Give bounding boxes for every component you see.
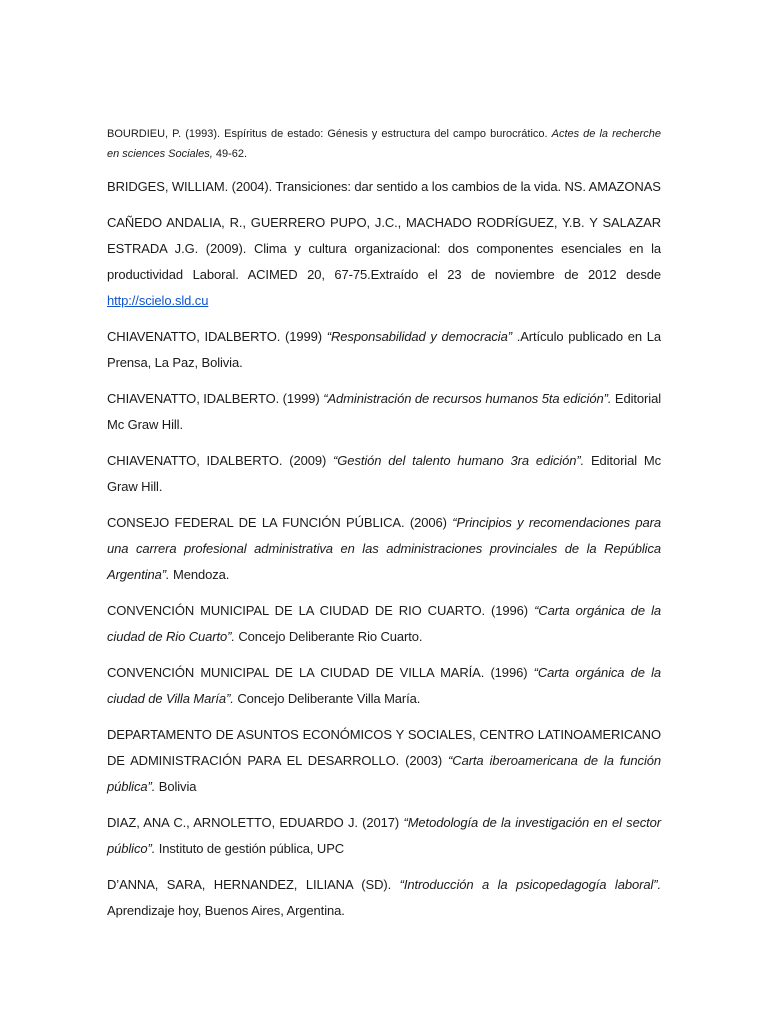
reference-chiavenatto-2009 — [107, 448, 661, 500]
reference-convencion-rio-cuarto — [107, 598, 661, 650]
reference-rest: Concejo Deliberante Villa María. — [233, 691, 421, 706]
reference-departamento — [107, 722, 661, 800]
reference-rest: Instituto de gestión pública, UPC — [155, 841, 345, 856]
reference-text: CAÑEDO ANDALIA, R., GUERRERO PUPO, J.C., MACHADO RODRÍGUEZ, Y.B. Y SALAZAR ESTRADA J.G. (2009). Clima y cultura organizacional: dos componentes esenciales en la productividad Laboral. ACIMED 20, 67-75.Extraído el 23 de noviembre de 2012 desde — [107, 215, 661, 282]
reference-title: “Carta orgánica de la ciudad de Villa María”. — [107, 665, 661, 706]
reference-text: BOURDIEU, P. (1993). Espíritus de estado: Génesis y estructura del campo burocrático. — [107, 128, 552, 140]
reference-title: Actes de la recherche en sciences Sociales, — [107, 128, 661, 160]
reference-rest: Aprendizaje hoy, Buenos Aires, Argentina. — [107, 903, 345, 918]
reference-text: CONSEJO FEDERAL DE LA FUNCIÓN PÚBLICA. (2006) — [107, 515, 453, 530]
bibliography — [107, 124, 661, 934]
reference-rest: 49-62. — [212, 148, 248, 160]
reference-title: “Gestión del talento humano 3ra edición”. — [333, 453, 585, 468]
reference-rest: .Artículo publicado en La Prensa, La Paz, Bolivia. — [107, 329, 662, 370]
reference-text: CONVENCIÓN MUNICIPAL DE LA CIUDAD DE VILLA MARÍA. (1996) — [107, 665, 534, 680]
reference-text: DEPARTAMENTO DE ASUNTOS ECONÓMICOS Y SOCIALES, CENTRO LATINOAMERICANO DE ADMINISTRACIÓN PARA EL DESARROLLO. (2003) — [107, 727, 661, 768]
reference-title: “Principios y recomendaciones para una carrera profesional administrativa en las administraciones provinciales de la República Argentina”. — [107, 515, 661, 582]
reference-canedo — [107, 210, 661, 314]
reference-title: “Carta iberoamericana de la función pública”. — [107, 753, 661, 794]
reference-rest: Editorial Mc Graw Hill. — [107, 453, 661, 494]
reference-convencion-villa-maria — [107, 660, 661, 712]
reference-bridges — [107, 174, 661, 200]
reference-text: CHIAVENATTO, IDALBERTO. (1999) — [107, 329, 327, 344]
reference-text: CONVENCIÓN MUNICIPAL DE LA CIUDAD DE RIO CUARTO. (1996) — [107, 603, 535, 618]
reference-title: “Responsabilidad y democracia” — [326, 329, 512, 344]
reference-text: CHIAVENATTO, IDALBERTO. (2009) — [107, 453, 334, 468]
reference-title: “Metodología de la investigación en el sector público”. — [107, 815, 661, 856]
reference-danna — [107, 872, 661, 924]
reference-chiavenatto-1999b — [107, 386, 661, 438]
reference-title: “Carta orgánica de la ciudad de Rio Cuarto”. — [107, 603, 661, 644]
reference-text: CHIAVENATTO, IDALBERTO. (1999) — [107, 391, 324, 406]
reference-rest: Bolivia — [155, 779, 197, 794]
reference-rest: Concejo Deliberante Rio Cuarto. — [234, 629, 423, 644]
reference-title: “Introducción a la psicopedagogía laboral”. — [399, 877, 661, 892]
reference-chiavenatto-1999a — [107, 324, 661, 376]
reference-text: D’ANNA, SARA, HERNANDEZ, LILIANA (SD). — [107, 877, 400, 892]
scielo-link[interactable]: http://scielo.sld.cu — [107, 293, 209, 308]
reference-text: BRIDGES, WILLIAM. (2004). Transiciones: dar sentido a los cambios de la vida. NS. AMAZONAS — [107, 179, 661, 194]
reference-text: DIAZ, ANA C., ARNOLETTO, EDUARDO J. (2017) — [107, 815, 404, 830]
reference-title: “Administración de recursos humanos 5ta edición”. — [323, 391, 612, 406]
reference-diaz — [107, 810, 661, 862]
reference-rest: Editorial Mc Graw Hill. — [107, 391, 661, 432]
reference-consejo-federal — [107, 510, 661, 588]
reference-rest: Mendoza. — [169, 567, 230, 582]
reference-bourdieu — [107, 124, 661, 164]
